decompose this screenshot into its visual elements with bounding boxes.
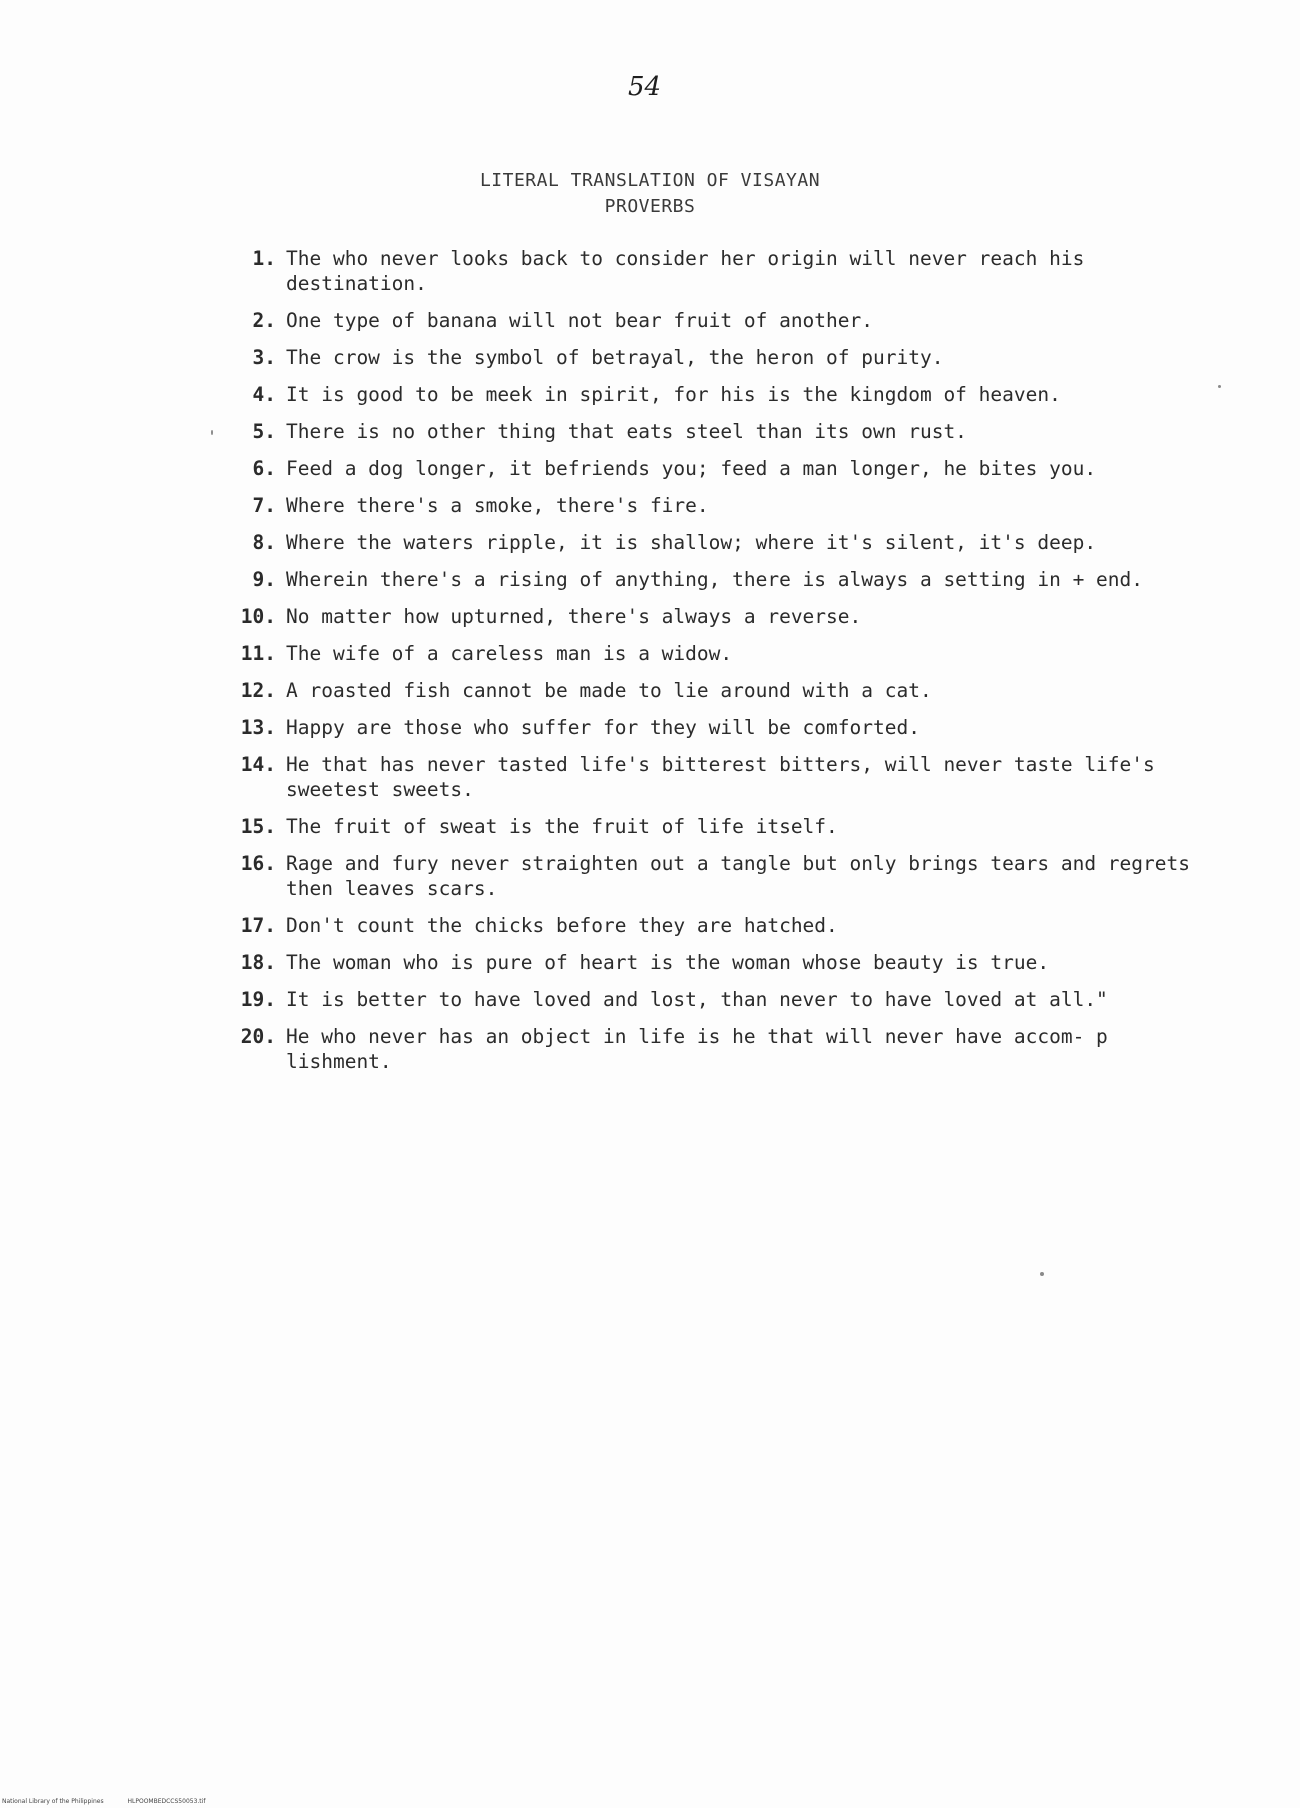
proverb-item (230, 913, 1190, 938)
proverb-item (230, 530, 1190, 555)
proverb-text: No matter how upturned, there's always a reverse. (286, 605, 862, 628)
proverb-text: A roasted fish cannot be made to lie around with a cat. (286, 679, 932, 702)
proverb-number: 20. (240, 1025, 276, 1048)
proverb-item (230, 456, 1190, 481)
scan-speck (1218, 385, 1221, 388)
proverb-text: The wife of a careless man is a widow. (286, 642, 733, 665)
proverb-number: 19. (240, 988, 276, 1011)
proverb-number: 16. (240, 852, 276, 875)
proverb-number: 3. (252, 346, 276, 369)
proverb-item (230, 308, 1190, 333)
proverb-number: 4. (252, 383, 276, 406)
proverb-text: It is good to be meek in spirit, for his is the kingdom of heaven. (286, 383, 1061, 406)
proverb-text: He that has never tasted life's bitterest bitters, will never taste life's sweetest sweets. (286, 753, 1155, 801)
proverb-text: One type of banana will not bear fruit of another. (286, 309, 873, 332)
document-title (420, 168, 880, 220)
proverb-item (230, 987, 1190, 1012)
title-line-1: LITERAL TRANSLATION OF VISAYAN (479, 170, 821, 191)
proverb-text: Feed a dog longer, it befriends you; feed a man longer, he bites you. (286, 457, 1097, 480)
proverb-number: 7. (252, 494, 276, 517)
proverb-item (230, 246, 1190, 296)
proverb-text: The who never looks back to consider her origin will never reach his destination. (286, 247, 1085, 295)
proverb-number: 15. (240, 815, 276, 838)
proverb-number: 2. (252, 309, 276, 332)
proverb-text: It is better to have loved and lost, than never to have loved at all." (286, 988, 1108, 1011)
proverb-item (230, 814, 1190, 839)
proverb-item (230, 1024, 1190, 1074)
proverb-text: The crow is the symbol of betrayal, the heron of purity. (286, 346, 944, 369)
proverb-number: 5. (252, 420, 276, 443)
proverb-item (230, 493, 1190, 518)
proverb-text: Don't count the chicks before they are hatched. (286, 914, 838, 937)
proverb-item (230, 419, 1190, 444)
proverb-item (230, 345, 1190, 370)
proverb-number: 1. (252, 247, 276, 270)
proverb-item (230, 382, 1190, 407)
proverb-text: The woman who is pure of heart is the woman whose beauty is true. (286, 951, 1050, 974)
proverb-number: 17. (240, 914, 276, 937)
proverb-item (230, 851, 1190, 901)
proverb-number: 6. (252, 457, 276, 480)
scan-footer (2, 1798, 227, 1805)
proverb-number: 12. (240, 679, 276, 702)
proverb-number: 8. (252, 531, 276, 554)
proverb-item (230, 641, 1190, 666)
proverb-text: Happy are those who suffer for they will be comforted. (286, 716, 920, 739)
proverb-list (230, 246, 1190, 1086)
footer-filename: HLPOOMBEDCCS50053.tif (127, 1798, 206, 1805)
footer-source: National Library of the Philippines (2, 1798, 104, 1805)
proverb-item (230, 567, 1190, 592)
proverb-text: Where there's a smoke, there's fire. (286, 494, 709, 517)
scan-speck (211, 430, 213, 435)
proverb-item (230, 604, 1190, 629)
proverb-number: 13. (240, 716, 276, 739)
proverb-number: 10. (240, 605, 276, 628)
proverb-number: 18. (240, 951, 276, 974)
proverb-item (230, 752, 1190, 802)
proverb-text: There is no other thing that eats steel than its own rust. (286, 420, 967, 443)
title-line-2: PROVERBS (604, 196, 696, 217)
scan-speck (1040, 1272, 1044, 1276)
page-number: 54 (628, 72, 662, 102)
proverb-number: 9. (252, 568, 276, 591)
proverb-text: He who never has an object in life is he that will never have accom- p lishment. (286, 1025, 1108, 1073)
proverb-item (230, 715, 1190, 740)
proverb-item (230, 678, 1190, 703)
proverb-number: 14. (240, 753, 276, 776)
proverb-number: 11. (240, 642, 276, 665)
proverb-text: The fruit of sweat is the fruit of life itself. (286, 815, 838, 838)
proverb-text: Rage and fury never straighten out a tangle but only brings tears and regrets then leaves scars. (286, 852, 1190, 900)
proverb-text: Where the waters ripple, it is shallow; where it's silent, it's deep. (286, 531, 1097, 554)
proverb-text: Wherein there's a rising of anything, there is always a setting in + end. (286, 568, 1144, 591)
proverb-item (230, 950, 1190, 975)
